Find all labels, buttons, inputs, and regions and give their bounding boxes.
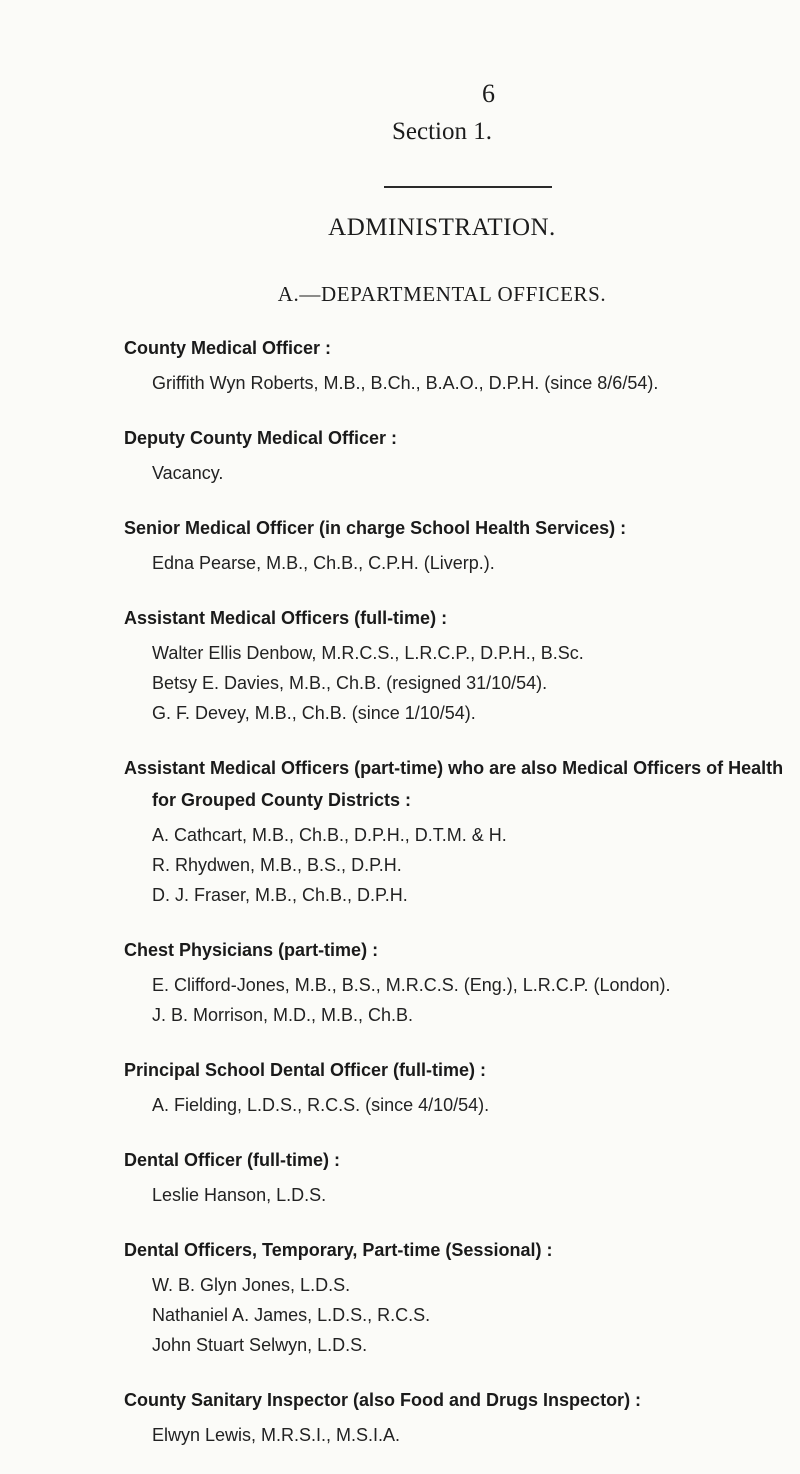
officer-name: D. J. Fraser, M.B., Ch.B., D.P.H. [152,885,408,905]
officer-entry [124,752,792,910]
role-heading: Senior Medical Officer (in charge School Health Services) : [124,518,627,538]
role-heading: Deputy County Medical Officer : [124,428,398,448]
officer-name: A. Cathcart, M.B., Ch.B., D.P.H., D.T.M. & H. [152,825,507,845]
officer-name: Edna Pearse, M.B., Ch.B., C.P.H. (Liverp.). [152,553,495,573]
officer-entry [124,1054,792,1120]
officer-name: Nathaniel A. James, L.D.S., R.C.S. [152,1305,431,1325]
officer-entry [124,1384,792,1450]
officer-entry [124,512,792,578]
divider-rule [384,186,552,188]
officer-name: Griffith Wyn Roberts, M.B., B.Ch., B.A.O., D.P.H. (since 8/6/54). [152,373,659,393]
officer-name: Vacancy. [152,463,224,483]
officer-list [124,332,792,1474]
officer-entry [124,332,792,398]
role-heading: County Medical Officer : [124,338,332,358]
page-subtitle: A.—DEPARTMENTAL OFFICERS. [277,282,607,306]
section-heading: Section 1. [392,118,492,145]
officer-name: John Stuart Selwyn, L.D.S. [152,1335,368,1355]
role-heading: Principal School Dental Officer (full-time) : [124,1060,487,1080]
officer-entry [124,1234,792,1360]
officer-entry [124,602,792,728]
role-heading-line: Assistant Medical Officers (part-time) who are also Medical Officers of Health [124,758,784,778]
role-heading: Dental Officer (full-time) : [124,1150,341,1170]
role-heading: Dental Officers, Temporary, Part-time (Sessional) : [124,1240,553,1260]
officer-entry [124,934,792,1030]
officer-name: J. B. Morrison, M.D., M.B., Ch.B. [152,1005,414,1025]
role-heading: Assistant Medical Officers (full-time) : [124,608,448,628]
role-heading: Chest Physicians (part-time) : [124,940,379,960]
officer-name: W. B. Glyn Jones, L.D.S. [152,1275,351,1295]
role-heading-continuation: for Grouped County Districts : [152,790,412,810]
officer-name: Elwyn Lewis, M.R.S.I., M.S.I.A. [152,1425,401,1445]
officer-name: R. Rhydwen, M.B., B.S., D.P.H. [152,855,402,875]
officer-name: Leslie Hanson, L.D.S. [152,1185,327,1205]
page-number: 6 [482,79,495,108]
officer-entry [124,1144,792,1210]
officer-name: Betsy E. Davies, M.B., Ch.B. (resigned 31/10/54). [152,673,548,693]
officer-entry [124,422,792,488]
officer-name: G. F. Devey, M.B., Ch.B. (since 1/10/54). [152,703,476,723]
page-title: ADMINISTRATION. [328,214,556,241]
officer-name: E. Clifford-Jones, M.B., B.S., M.R.C.S. (Eng.), L.R.C.P. (London). [152,975,671,995]
role-heading [124,752,792,816]
officer-name: Walter Ellis Denbow, M.R.C.S., L.R.C.P., D.P.H., B.Sc. [152,643,584,663]
officer-name: A. Fielding, L.D.S., R.C.S. (since 4/10/54). [152,1095,490,1115]
role-heading: County Sanitary Inspector (also Food and Drugs Inspector) : [124,1390,642,1410]
